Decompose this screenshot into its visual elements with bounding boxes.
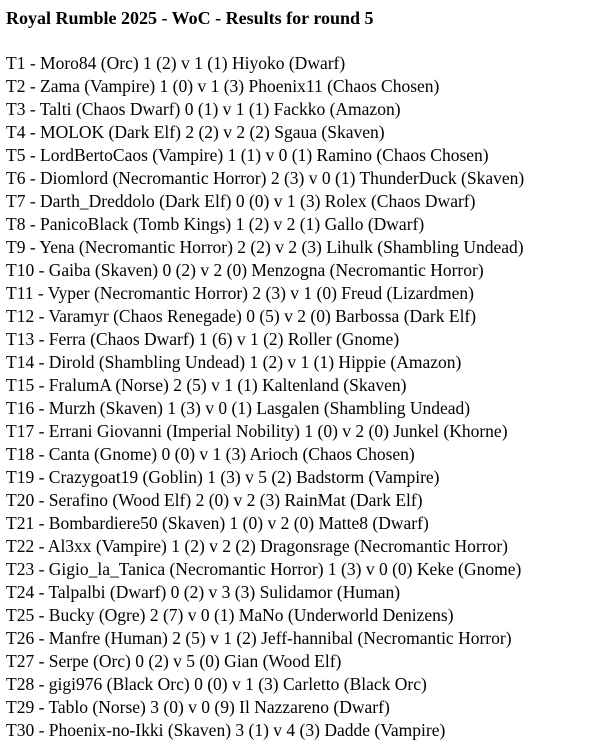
result-line: T16 - Murzh (Skaven) 1 (3) v 0 (1) Lasgalen (Shambling Undead) xyxy=(6,398,471,418)
results-document xyxy=(6,6,606,742)
page-title: Royal Rumble 2025 - WoC - Results for round 5 xyxy=(6,8,374,28)
result-line: T9 - Yena (Necromantic Horror) 2 (2) v 2 (3) Lihulk (Shambling Undead) xyxy=(6,237,524,257)
result-line: T21 - Bombardiere50 (Skaven) 1 (0) v 2 (0) Matte8 (Dwarf) xyxy=(6,513,429,533)
result-line: T7 - Darth_Dreddolo (Dark Elf) 0 (0) v 1 (3) Rolex (Chaos Dwarf) xyxy=(6,191,476,211)
result-line: T19 - Crazygoat19 (Goblin) 1 (3) v 5 (2) Badstorm (Vampire) xyxy=(6,467,440,487)
result-line: T11 - Vyper (Necromantic Horror) 2 (3) v 1 (0) Freud (Lizardmen) xyxy=(6,283,474,303)
result-line: T25 - Bucky (Ogre) 2 (7) v 0 (1) MaNo (Underworld Denizens) xyxy=(6,605,454,625)
result-line: T30 - Phoenix-no-Ikki (Skaven) 3 (1) v 4 (3) Dadde (Vampire) xyxy=(6,720,446,740)
results-list xyxy=(6,52,606,742)
result-line: T2 - Zama (Vampire) 1 (0) v 1 (3) Phoenix11 (Chaos Chosen) xyxy=(6,76,440,96)
result-line: T26 - Manfre (Human) 2 (5) v 1 (2) Jeff-hannibal (Necromantic Horror) xyxy=(6,628,512,648)
result-line: T1 - Moro84 (Orc) 1 (2) v 1 (1) Hiyoko (Dwarf) xyxy=(6,53,346,73)
result-line: T24 - Talpalbi (Dwarf) 0 (2) v 3 (3) Sulidamor (Human) xyxy=(6,582,401,602)
result-line: T5 - LordBertoCaos (Vampire) 1 (1) v 0 (1) Ramino (Chaos Chosen) xyxy=(6,145,489,165)
result-line: T20 - Serafino (Wood Elf) 2 (0) v 2 (3) RainMat (Dark Elf) xyxy=(6,490,423,510)
result-line: T3 - Talti (Chaos Dwarf) 0 (1) v 1 (1) Fackko (Amazon) xyxy=(6,99,401,119)
result-line: T29 - Tablo (Norse) 3 (0) v 0 (9) Il Nazzareno (Dwarf) xyxy=(6,697,390,717)
result-line: T17 - Errani Giovanni (Imperial Nobility) 1 (0) v 2 (0) Junkel (Khorne) xyxy=(6,421,508,441)
result-line: T12 - Varamyr (Chaos Renegade) 0 (5) v 2 (0) Barbossa (Dark Elf) xyxy=(6,306,477,326)
result-line: T28 - gigi976 (Black Orc) 0 (0) v 1 (3) Carletto (Black Orc) xyxy=(6,674,427,694)
result-line: T23 - Gigio_la_Tanica (Necromantic Horror) 1 (3) v 0 (0) Keke (Gnome) xyxy=(6,559,522,579)
result-line: T15 - FralumA (Norse) 2 (5) v 1 (1) Kaltenland (Skaven) xyxy=(6,375,407,395)
result-line: T22 - Al3xx (Vampire) 1 (2) v 2 (2) Dragonsrage (Necromantic Horror) xyxy=(6,536,508,556)
result-line: T8 - PanicoBlack (Tomb Kings) 1 (2) v 2 (1) Gallo (Dwarf) xyxy=(6,214,425,234)
result-line: T13 - Ferra (Chaos Dwarf) 1 (6) v 1 (2) Roller (Gnome) xyxy=(6,329,400,349)
result-line: T4 - MOLOK (Dark Elf) 2 (2) v 2 (2) Sgaua (Skaven) xyxy=(6,122,385,142)
result-line: T10 - Gaiba (Skaven) 0 (2) v 2 (0) Menzogna (Necromantic Horror) xyxy=(6,260,484,280)
result-line: T14 - Dirold (Shambling Undead) 1 (2) v 1 (1) Hippie (Amazon) xyxy=(6,352,462,372)
result-line: T27 - Serpe (Orc) 0 (2) v 5 (0) Gian (Wood Elf) xyxy=(6,651,342,671)
result-line: T6 - Diomlord (Necromantic Horror) 2 (3) v 0 (1) ThunderDuck (Skaven) xyxy=(6,168,525,188)
result-line: T18 - Canta (Gnome) 0 (0) v 1 (3) Arioch (Chaos Chosen) xyxy=(6,444,415,464)
